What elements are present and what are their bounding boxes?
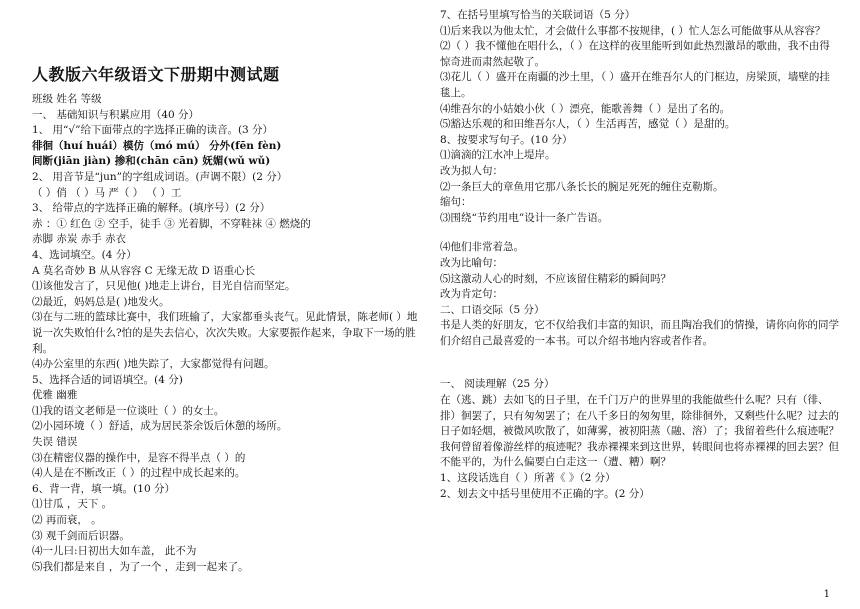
text-line: 失误 错误 [32,436,78,449]
text-line: ⑴该他发言了，只见他( )地走上讲台，目光自信而坚定。 [32,280,296,293]
text-line: 改为肯定句： [440,288,503,301]
text-line: ⑶花儿（ ）盛开在南疆的沙土里，（ ）盛开在维吾尔人的门框边，房梁顶，墙壁的挂毯上。 [440,71,830,99]
text-line: 间断(jiān jiàn) 掺和(chān cān) 妩媚(wǔ wǔ) [32,155,271,168]
text-line: ⑷人是在不断改正（ ）的过程中成长起来的。 [32,467,246,480]
text-line: 书是人类的好朋友，它不仅给我们丰富的知识，而且陶冶我们的情操，请你向你的同学们介绍自己最喜爱的一本书。可以介绍书地内容或者作者。 [440,319,839,347]
text-line: 缩句： [440,196,472,209]
text-line: ⑵最近，妈妈总是( )地发火。 [32,295,170,308]
text-line: 3、 给带点的字选择正确的解释。(填序号）(2 分） [32,202,271,215]
text-line: ⑵ 再而衰， 。 [32,514,102,527]
text-line: （ ）俏 （ ）马 严（ ） （ ）工 [32,186,182,199]
text-line: 赤 ：① 红色 ② 空手，徒手 ③ 光着脚，不穿鞋袜 ④ 燃烧的 [32,217,311,230]
text-line: 2、划去文中括号里使用不正确的字。(2 分） [440,487,650,500]
text-line: A 莫名奇妙 B 从从容容 C 无缘无故 D 语重心长 [32,264,256,277]
text-line: 改为拟人句： [440,164,503,177]
text-line: ⑸我们都是来自 ，为了一个 ，走到一起来了。 [32,560,249,573]
text-line: 在（逃、跳）去如飞的日子里，在千门万户的世界里的我能做些什么呢？只有（徘、排）徊罢了，只有匆匆罢了；在八千多日的匆匆里，除徘徊外，又剩些什么呢？过去的日子如轻烟，被微风吹散了，如薄雾，被初阳蒸（融、溶）了；我留着些什么痕迹呢？我何曾留着像游丝样的痕迹呢？我赤裸裸来到这世界，转眼间也将赤裸裸的回去罢？但不能平的，为什么偏要白白走这一（遭、糟）啊？ [440,394,839,469]
text-line: ⑵小园环境（ ）舒适，成为居民茶余饭后休憩的场所。 [32,420,288,433]
text-line: ⑴后来我以为他太忙，才会做什么事都不按规律，( ）忙人怎么可能做事从从容容？ [440,24,826,37]
page-number: 1 [823,589,830,601]
text-line [440,349,840,363]
text-line: 1、这段话选自（ ）所著《 》（2 分） [440,472,616,485]
text-line: ⑴甘瓜 ，天下 。 [32,498,113,511]
text-line: ⑷维吾尔的小姑娘小伙（ ）漂亮，能歌善舞（ ）是出了名的。 [440,102,731,115]
right-column [440,8,840,502]
text-line: 4、选词填空。(4 分） [32,248,137,261]
text-line: 一、 阅读理解（25 分） [440,378,555,391]
text-line: 赤脚 赤炭 赤手 赤衣 [32,233,127,246]
text-line: 8、按要求写句子。(10 分） [440,133,573,146]
text-line: 一、 基础知识与积累应用（40 分） [32,108,200,121]
text-line [440,363,840,377]
text-line: ⑶在与二班的篮球比赛中，我们班输了，大家都垂头丧气。见此情景，陈老师( ）地说一次失败怕什么?怕的是失去信心，次次失败。大家要振作起来，争取下一场的胜利。 [32,311,418,355]
text-line: ⑵一条巨大的章鱼用它那八条长长的腕足死死的缠住克勒斯。 [440,180,724,193]
left-content [32,92,420,575]
text-line: ⑸这激动人心的时刻，不应该留住精彩的瞬间吗？ [440,272,671,285]
text-line: 7、在括号里填写恰当的关联词语（5 分） [440,9,636,21]
left-column [32,64,420,575]
text-line: ⑴滴滴的江水冲上堤岸。 [440,149,556,162]
right-content [440,8,840,502]
text-line: 5、选择合适的词语填空。(4 分) [32,373,183,386]
text-line: 改为比喻句： [440,256,503,269]
text-line: ⑷他们非常着急。 [440,241,524,254]
text-line: ⑶围绕“节约用电”设计一条广告语。 [440,211,609,224]
text-line: ⑵（ ）我不懂他在唱什么，（ ）在这样的夜里能听到如此热烈激昂的歌曲，我不由得惊奇进而肃然起敬了。 [440,40,830,68]
text-line: ⑷办公室里的东西( )地失踪了，大家都觉得有问题。 [32,358,275,371]
text-line: ⑶ 观千剑而后识器。 [32,529,130,542]
exam-title: 人教版六年级语文下册期中测试题 [32,65,280,84]
text-line: 6、背一背，填一填。(10 分） [32,482,175,495]
text-line: 徘徊（huí huái）模仿（mó mú） 分外(fēn fèn) [32,139,282,152]
text-line: 班级 姓名 等级 [32,93,102,105]
text-line [440,226,840,240]
text-line: ⑶在精密仪器的操作中，是容不得半点（ ）的 [32,451,246,464]
text-line: 优雅 幽雅 [32,389,78,402]
text-line: ⑸豁达乐观的和田维吾尔人，（ ）生活再苦，感觉（ ）是甜的。 [440,118,736,131]
text-line: ⑴我的语文老师是一位谈吐（ ）的女士。 [32,404,225,417]
text-line: 2、 用音节是“jun”的字组成词语。(声调不限）(2 分） [32,170,288,183]
text-line: ⑷一儿曰:日初出大如车盖， 此不为 [32,545,197,558]
text-line: 1、 用“√”给下面带点的字选择正确的读音。(3 分） [32,124,274,137]
text-line: 二、口语交际（5 分） [440,303,545,316]
